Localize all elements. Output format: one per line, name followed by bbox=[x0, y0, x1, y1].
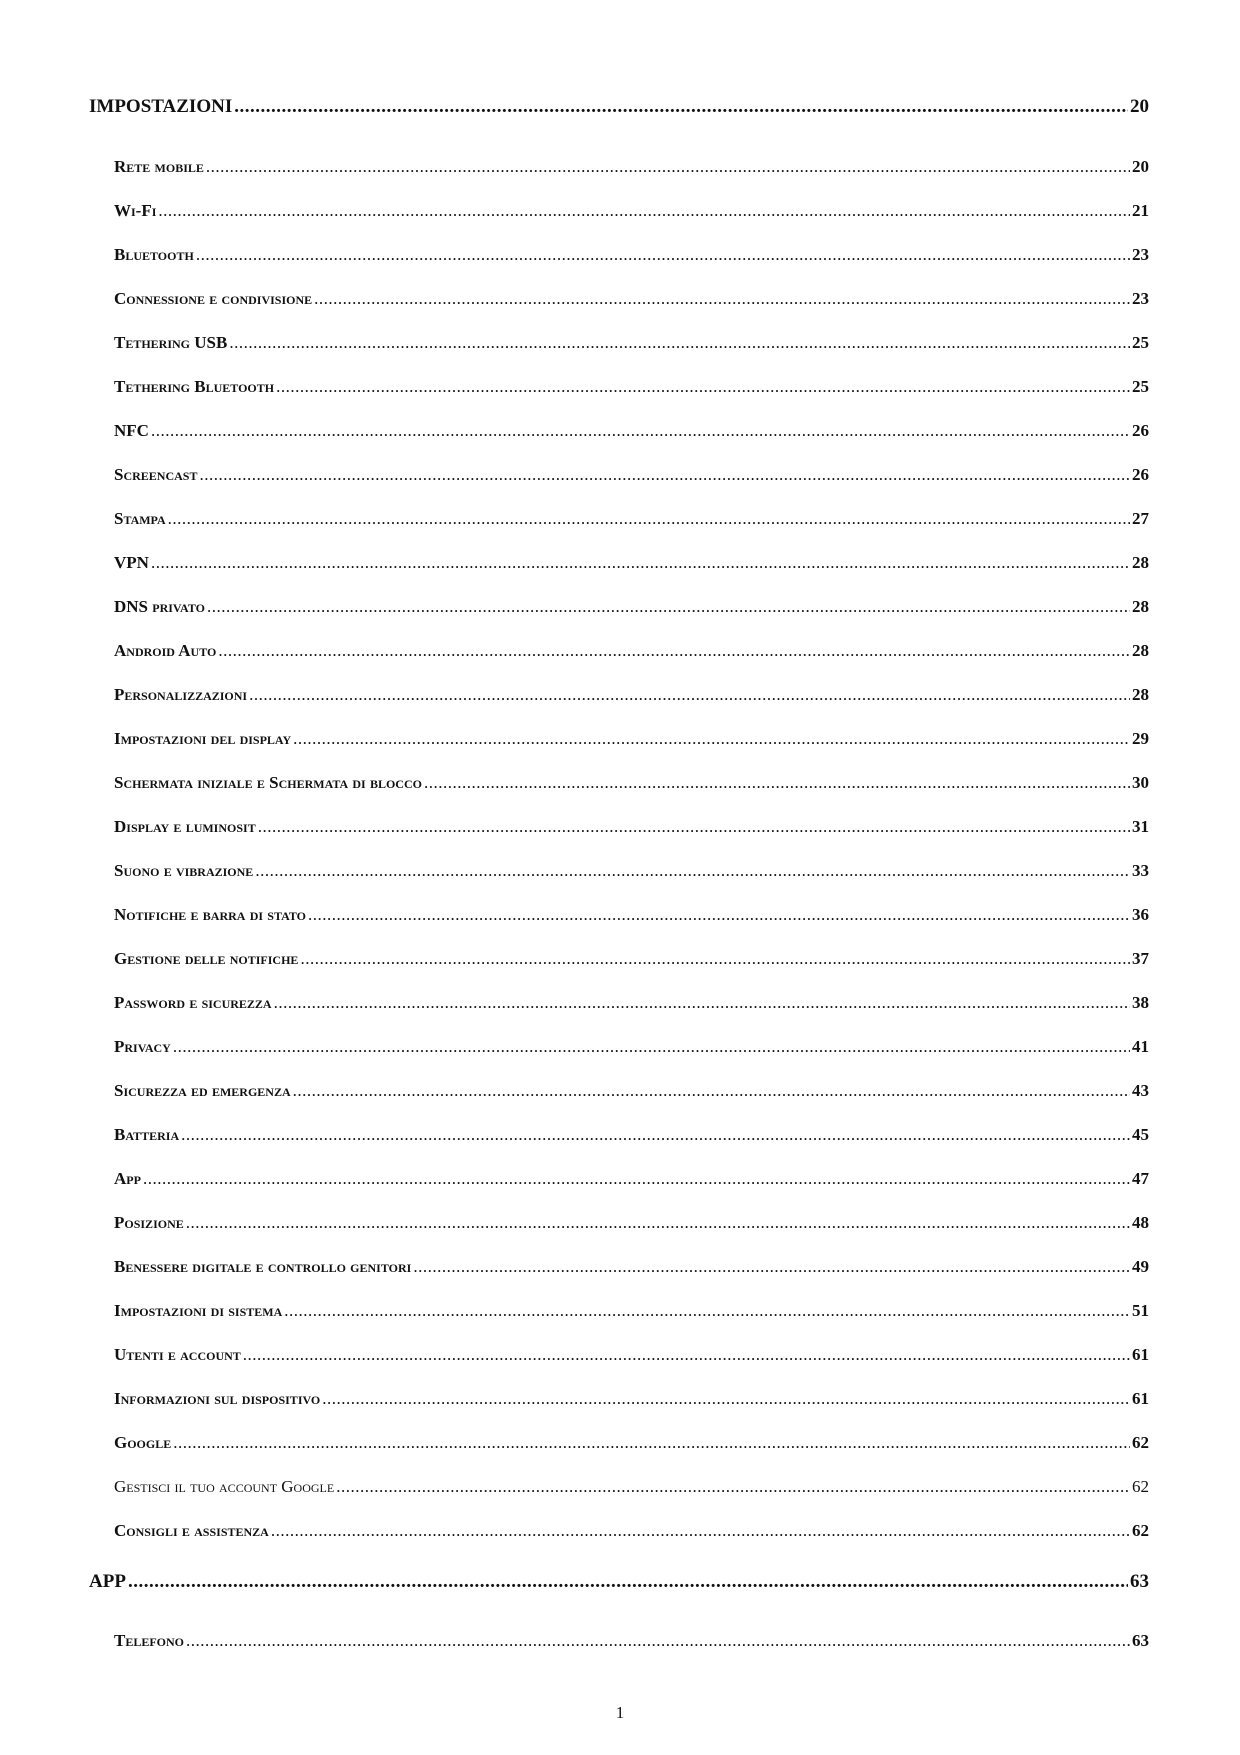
toc-entry-page-number: 61 bbox=[1132, 1389, 1149, 1408]
toc-entry-page-number: 43 bbox=[1132, 1081, 1149, 1100]
toc-entry-label: Notifiche e barra di stato bbox=[114, 905, 306, 924]
toc-entry-page-number: 48 bbox=[1132, 1213, 1149, 1232]
toc-dot-leader bbox=[207, 597, 1130, 617]
toc-entry-page-number: 28 bbox=[1132, 553, 1149, 572]
toc-entry-label: Sicurezza ed emergenza bbox=[114, 1081, 291, 1100]
toc-entry-label: Rete mobile bbox=[114, 157, 204, 176]
toc-entry-label: Impostazioni di sistema bbox=[114, 1301, 283, 1320]
toc-section-entry[interactable] bbox=[114, 597, 1149, 617]
toc-section-entry[interactable] bbox=[114, 1477, 1149, 1497]
toc-entry-label: Password e sicurezza bbox=[114, 993, 272, 1012]
toc-entry-label: Posizione bbox=[114, 1213, 184, 1232]
toc-dot-leader bbox=[206, 157, 1130, 177]
toc-entry-label: Display e luminosit bbox=[114, 817, 256, 836]
toc-section-entry[interactable] bbox=[114, 1169, 1149, 1189]
toc-section-entry[interactable] bbox=[114, 949, 1149, 969]
toc-dot-leader bbox=[234, 96, 1128, 118]
toc-section-entry[interactable] bbox=[114, 1301, 1149, 1321]
toc-section-entry[interactable] bbox=[114, 817, 1149, 837]
toc-dot-leader bbox=[276, 377, 1130, 397]
toc-entry-label: Bluetooth bbox=[114, 245, 194, 264]
toc-dot-leader bbox=[274, 993, 1130, 1013]
toc-dot-leader bbox=[168, 509, 1130, 529]
toc-entry-page-number: 29 bbox=[1132, 729, 1149, 748]
toc-dot-leader bbox=[181, 1125, 1130, 1145]
toc-section-entry[interactable] bbox=[114, 421, 1149, 441]
toc-entry-page-number: 23 bbox=[1132, 245, 1149, 264]
toc-section-entry[interactable] bbox=[114, 377, 1149, 397]
toc-section-entry[interactable] bbox=[114, 1631, 1149, 1651]
toc-entry-label: Gestione delle notifiche bbox=[114, 949, 299, 968]
toc-section-entry[interactable] bbox=[114, 289, 1149, 309]
toc-dot-leader bbox=[255, 861, 1130, 881]
toc-entry-label: DNS privato bbox=[114, 597, 205, 616]
toc-entry-page-number: 49 bbox=[1132, 1257, 1149, 1276]
toc-entry-page-number: 45 bbox=[1132, 1125, 1149, 1144]
toc-dot-leader bbox=[199, 465, 1130, 485]
toc-entry-page-number: 36 bbox=[1132, 905, 1149, 924]
toc-section-entry[interactable] bbox=[114, 685, 1149, 705]
toc-section-entry[interactable] bbox=[114, 333, 1149, 353]
toc-section-entry[interactable] bbox=[114, 1125, 1149, 1145]
toc-entry-label: VPN bbox=[114, 553, 149, 572]
toc-entry-page-number: 31 bbox=[1132, 817, 1149, 836]
toc-entry-label: Schermata iniziale e Schermata di blocco bbox=[114, 773, 422, 792]
toc-dot-leader bbox=[158, 201, 1130, 221]
toc-dot-leader bbox=[284, 1301, 1130, 1321]
toc-dot-leader bbox=[143, 1169, 1130, 1189]
toc-dot-leader bbox=[300, 949, 1130, 969]
toc-entry-page-number: 26 bbox=[1132, 465, 1149, 484]
toc-entry-page-number: 61 bbox=[1132, 1345, 1149, 1364]
toc-entry-page-number: 38 bbox=[1132, 993, 1149, 1012]
toc-section-entry[interactable] bbox=[114, 1345, 1149, 1365]
toc-entry-page-number: 28 bbox=[1132, 597, 1149, 616]
toc-entry-label: Connessione e condivisione bbox=[114, 289, 313, 308]
toc-entry-page-number: 20 bbox=[1132, 157, 1149, 176]
toc-dot-leader bbox=[151, 421, 1130, 441]
toc-entry-page-number: 26 bbox=[1132, 421, 1149, 440]
toc-dot-leader bbox=[322, 1389, 1130, 1409]
toc-dot-leader bbox=[173, 1433, 1130, 1453]
toc-section-entry[interactable] bbox=[114, 465, 1149, 485]
toc-entry-label: Personalizzazioni bbox=[114, 685, 248, 704]
toc-section-entry[interactable] bbox=[114, 641, 1149, 661]
toc-dot-leader bbox=[413, 1257, 1130, 1277]
toc-chapter-entry[interactable] bbox=[89, 96, 1149, 118]
toc-dot-leader bbox=[249, 685, 1130, 705]
toc-entry-label: Informazioni sul dispositivo bbox=[114, 1389, 321, 1408]
toc-section-entry[interactable] bbox=[114, 729, 1149, 749]
toc-entry-label: Android Auto bbox=[114, 641, 217, 660]
toc-dot-leader bbox=[424, 773, 1130, 793]
toc-section-entry[interactable] bbox=[114, 773, 1149, 793]
toc-dot-leader bbox=[271, 1521, 1130, 1541]
toc-entry-label: Screencast bbox=[114, 465, 198, 484]
toc-entry-page-number: 37 bbox=[1132, 949, 1149, 968]
toc-entry-page-number: 30 bbox=[1132, 773, 1149, 792]
toc-entry-page-number: 20 bbox=[1130, 96, 1149, 117]
toc-dot-leader bbox=[293, 729, 1130, 749]
toc-dot-leader bbox=[243, 1345, 1130, 1365]
toc-entry-label: NFC bbox=[114, 421, 149, 440]
toc-section-entry[interactable] bbox=[114, 157, 1149, 177]
toc-entry-label: Google bbox=[114, 1433, 172, 1452]
toc-dot-leader bbox=[186, 1631, 1130, 1651]
toc-dot-leader bbox=[229, 333, 1130, 353]
toc-section-entry[interactable] bbox=[114, 1213, 1149, 1233]
toc-dot-leader bbox=[258, 817, 1130, 837]
toc-section-entry[interactable] bbox=[114, 201, 1149, 221]
toc-dot-leader bbox=[293, 1081, 1130, 1101]
toc-dot-leader bbox=[218, 641, 1130, 661]
toc-section-entry[interactable] bbox=[114, 245, 1149, 265]
toc-dot-leader bbox=[151, 553, 1130, 573]
toc-entry-label: Batteria bbox=[114, 1125, 180, 1144]
toc-section-entry[interactable] bbox=[114, 553, 1149, 573]
toc-section-entry[interactable] bbox=[114, 993, 1149, 1013]
toc-entry-label: Suono e vibrazione bbox=[114, 861, 254, 880]
toc-entry-label: APP bbox=[89, 1571, 126, 1592]
toc-entry-page-number: 27 bbox=[1132, 509, 1149, 528]
toc-entry-label: Utenti e account bbox=[114, 1345, 241, 1364]
toc-section-entry[interactable] bbox=[114, 509, 1149, 529]
toc-dot-leader bbox=[308, 905, 1130, 925]
toc-entry-page-number: 63 bbox=[1130, 1571, 1149, 1592]
toc-entry-label: Tethering Bluetooth bbox=[114, 377, 275, 396]
toc-dot-leader bbox=[186, 1213, 1130, 1233]
toc-dot-leader bbox=[314, 289, 1130, 309]
toc-dot-leader bbox=[336, 1477, 1130, 1497]
toc-section-entry[interactable] bbox=[114, 1389, 1149, 1409]
toc-entry-label: Wi-Fi bbox=[114, 201, 157, 220]
toc-section-entry[interactable] bbox=[114, 1037, 1149, 1057]
toc-entry-page-number: 47 bbox=[1132, 1169, 1149, 1188]
toc-dot-leader bbox=[128, 1571, 1128, 1593]
toc-entry-page-number: 33 bbox=[1132, 861, 1149, 880]
toc-entry-page-number: 62 bbox=[1132, 1521, 1149, 1540]
toc-entry-page-number: 63 bbox=[1132, 1631, 1149, 1650]
toc-entry-page-number: 23 bbox=[1132, 289, 1149, 308]
toc-entry-label: Impostazioni del display bbox=[114, 729, 292, 748]
page-number: 1 bbox=[615, 1703, 625, 1722]
toc-chapter-entry[interactable] bbox=[89, 1571, 1149, 1593]
toc-entry-label: IMPOSTAZIONI bbox=[89, 96, 233, 117]
toc-entry-page-number: 25 bbox=[1132, 333, 1149, 352]
toc-section-entry[interactable] bbox=[114, 1081, 1149, 1101]
toc-entry-label: Consigli e assistenza bbox=[114, 1521, 269, 1540]
toc-dot-leader bbox=[196, 245, 1130, 265]
toc-entry-page-number: 25 bbox=[1132, 377, 1149, 396]
toc-entry-label: Tethering USB bbox=[114, 333, 228, 352]
toc-entry-page-number: 21 bbox=[1132, 201, 1149, 220]
toc-entry-label: Privacy bbox=[114, 1037, 171, 1056]
toc-entry-page-number: 28 bbox=[1132, 641, 1149, 660]
toc-entry-label: Telefono bbox=[114, 1631, 185, 1650]
toc-entry-page-number: 62 bbox=[1132, 1433, 1149, 1452]
toc-entry-page-number: 51 bbox=[1132, 1301, 1149, 1320]
toc-entry-label: Benessere digitale e controllo genitori bbox=[114, 1257, 412, 1276]
toc-section-entry[interactable] bbox=[114, 1257, 1149, 1277]
toc-entry-label: App bbox=[114, 1169, 141, 1188]
toc-entry-label: Stampa bbox=[114, 509, 166, 528]
toc-section-entry[interactable] bbox=[114, 861, 1149, 881]
toc-entry-page-number: 28 bbox=[1132, 685, 1149, 704]
toc-dot-leader bbox=[173, 1037, 1130, 1057]
toc-section-entry[interactable] bbox=[114, 1433, 1149, 1453]
toc-section-entry[interactable] bbox=[114, 905, 1149, 925]
toc-entry-page-number: 62 bbox=[1132, 1477, 1149, 1496]
toc-entry-label: Gestisci il tuo account Google bbox=[114, 1477, 335, 1496]
toc-entry-page-number: 41 bbox=[1132, 1037, 1149, 1056]
toc-section-entry[interactable] bbox=[114, 1521, 1149, 1541]
